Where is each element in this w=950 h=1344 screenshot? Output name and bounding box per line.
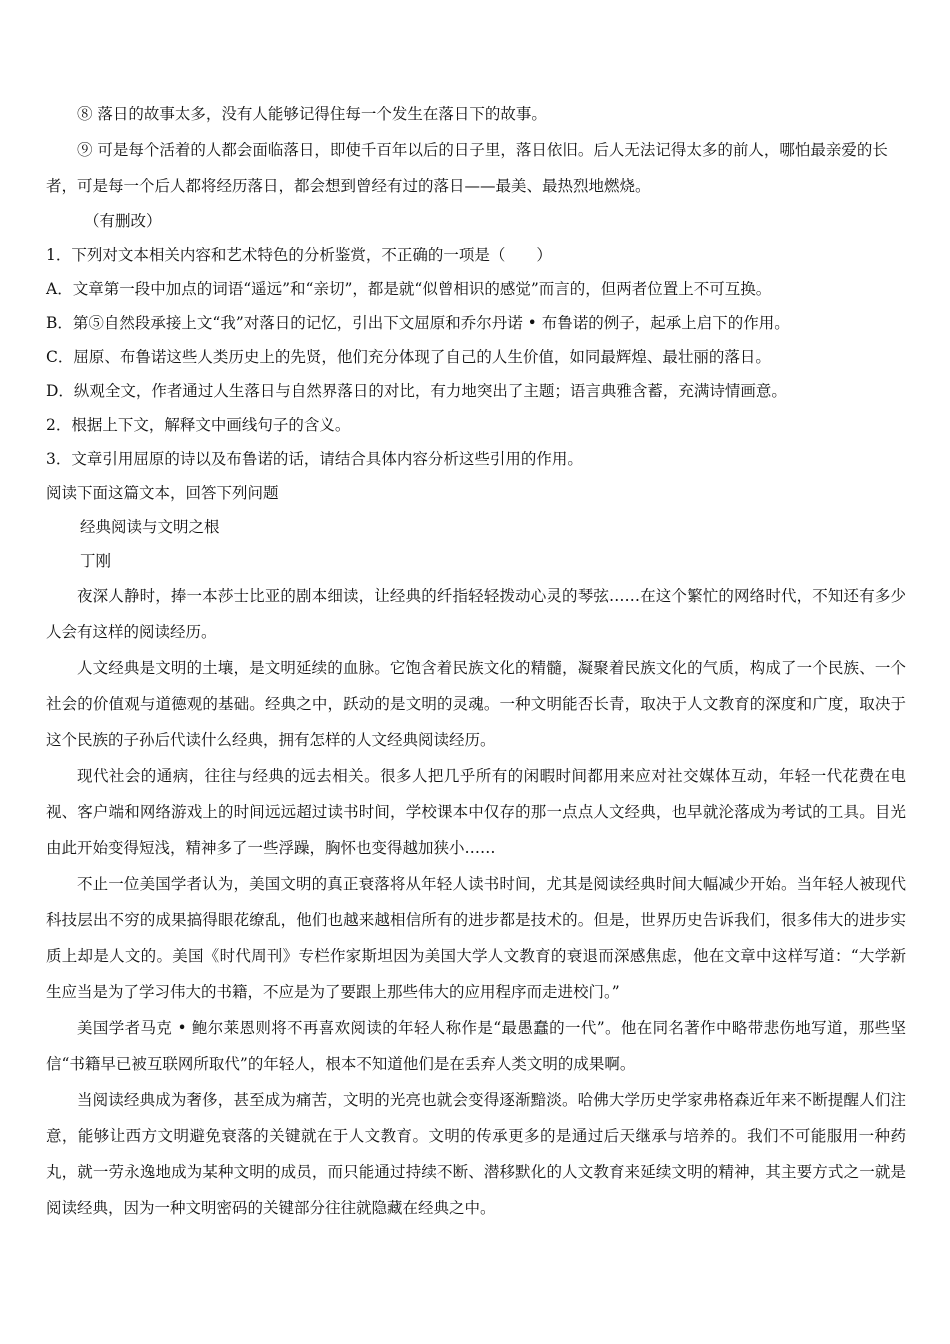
article-paragraph-1: 夜深人静时，捧一本莎士比亚的剧本细读，让经典的纤指轻轻拨动心灵的琴弦……在这个繁忙的网络时代，不知还有多少人会有这样的阅读经历。	[46, 587, 906, 641]
paragraph-9: ⑨ 可是每个活着的人都会面临落日，即使千百年以后的日子里，落日依旧。后人无法记得太多的前人，哪怕最亲爱的长者，可是每一个后人都将经历落日，都会想到曾经有过的落日——最美、最热烈地燃烧。	[46, 141, 888, 195]
paragraph-8: ⑧ 落日的故事太多，没有人能够记得住每一个发生在落日下的故事。	[77, 105, 547, 123]
article-title: 经典阅读与文明之根	[80, 518, 220, 536]
section-intro: 阅读下面这篇文本，回答下列问题	[46, 484, 279, 502]
option-c: C．屈原、布鲁诺这些人类历史上的先贤，他们充分体现了自己的人生价值，如同最辉煌、最壮丽的落日。	[46, 348, 771, 366]
article-paragraph-4: 不止一位美国学者认为，美国文明的真正衰落将从年轻人读书时间，尤其是阅读经典时间大幅减少开始。当年轻人被现代科技层出不穷的成果搞得眼花缭乱，他们也越来越相信所有的进步都是技术的。但是，世界历史告诉我们，很多伟大的进步实质上却是人文的。美国《时代周刊》专栏作家斯坦因为美国大学人文教育的衰退而深感焦虑，他在文章中这样写道：“大学新生应当是为了学习伟大的书籍，不应是为了要跟上那些伟大的应用程序而走进校门。”	[46, 875, 906, 1001]
article-paragraph-6: 当阅读经典成为奢侈，甚至成为痛苦，文明的光亮也就会变得逐渐黯淡。哈佛大学历史学家弗格森近年来不断提醒人们注意，能够让西方文明避免衰落的关键就在于人文教育。文明的传承更多的是通过后天继承与培养的。我们不可能服用一种药丸，就一劳永逸地成为某种文明的成员，而只能通过持续不断、潜移默化的人文教育来延续文明的精神，其主要方式之一就是阅读经典，因为一种文明密码的关键部分往往就隐藏在经典之中。	[46, 1091, 906, 1217]
edit-note: （有删改）	[84, 212, 162, 230]
option-b: B．第⑤自然段承接上文“我”对落日的记忆，引出下文屈原和乔尔丹诺 • 布鲁诺的例子，起承上启下的作用。	[46, 314, 790, 332]
question-3: 3．文章引用屈原的诗以及布鲁诺的话，请结合具体内容分析这些引用的作用。	[46, 450, 583, 468]
document-page	[46, 96, 906, 1226]
article-paragraph-2: 人文经典是文明的土壤，是文明延续的血脉。它饱含着民族文化的精髓，凝聚着民族文化的气质，构成了一个民族、一个社会的价值观与道德观的基础。经典之中，跃动的是文明的灵魂。一种文明能否长青，取决于人文教育的深度和广度，取决于这个民族的子孙后代读什么经典，拥有怎样的人文经典阅读经历。	[46, 659, 906, 749]
question-2: 2．根据上下文，解释文中画线句子的含义。	[46, 416, 351, 434]
article-author: 丁刚	[80, 552, 112, 570]
article-paragraph-3: 现代社会的通病，往往与经典的远去相关。很多人把几乎所有的闲暇时间都用来应对社交媒体互动，年轻一代花费在电视、客户端和网络游戏上的时间远远超过读书时间，学校课本中仅存的那一点点人文经典，也早就沦落成为考试的工具。目光由此开始变得短浅，精神多了一些浮躁，胸怀也变得越加狭小……	[46, 767, 906, 857]
option-a: A．文章第一段中加点的词语“遥远”和“亲切”，都是就“似曾相识的感觉”而言的，但两者位置上不可互换。	[46, 280, 772, 298]
article-paragraph-5: 美国学者马克 • 鲍尔莱恩则将不再喜欢阅读的年轻人称作是“最愚蠢的一代”。他在同名著作中略带悲伤地写道，那些坚信“书籍早已被互联网所取代”的年轻人，根本不知道他们是在丢弃人类文明的成果啊。	[46, 1019, 906, 1073]
option-d: D．纵观全文，作者通过人生落日与自然界落日的对比，有力地突出了主题；语言典雅含蓄，充满诗情画意。	[46, 382, 787, 400]
question-1: 1．下列对文本相关内容和艺术特色的分析鉴赏，不正确的一项是（ ）	[46, 246, 552, 264]
